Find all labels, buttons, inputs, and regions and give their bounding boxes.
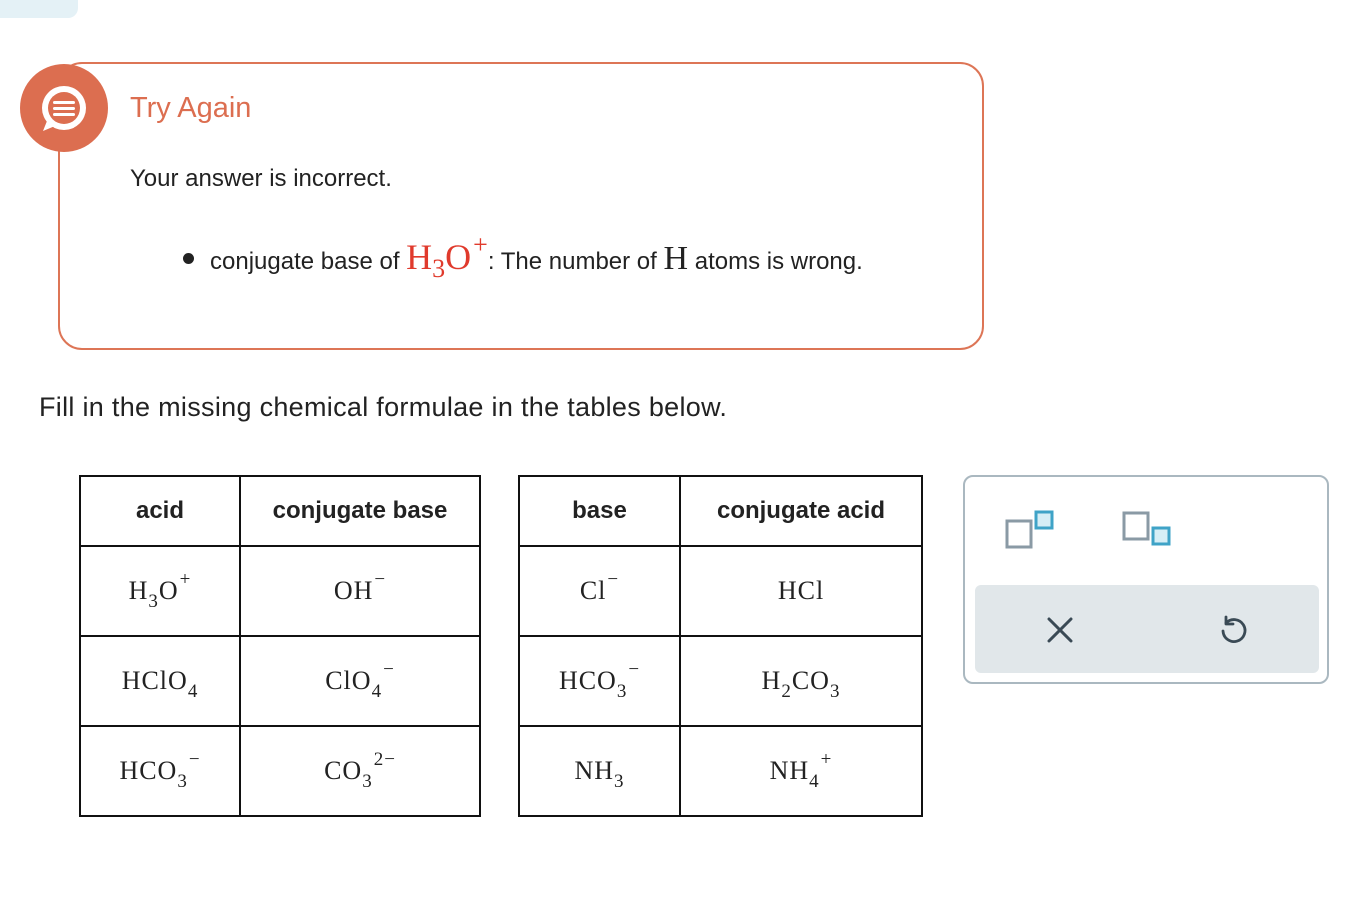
instructions: Fill in the missing chemical formulae in the tables below.	[39, 392, 728, 422]
chat-bubble-icon	[37, 81, 91, 135]
formula-sub: 3	[614, 771, 625, 792]
hint-formula-sub: 3	[432, 254, 446, 283]
hint-formula	[406, 230, 488, 283]
header-base: base	[519, 476, 680, 546]
chemical-formula	[324, 749, 396, 792]
math-tool-panel	[963, 475, 1329, 684]
tool-action-bar	[975, 585, 1319, 673]
chemical-formula	[325, 659, 395, 702]
formula-sub: 3	[177, 771, 188, 792]
hint-element: H	[663, 240, 689, 277]
table-row	[519, 546, 922, 636]
base-table-cell	[519, 546, 680, 636]
hint-formula-sup: +	[473, 230, 488, 259]
formula-main: CO	[324, 756, 363, 785]
acid-base-table	[79, 475, 481, 817]
formula-main: Cl	[579, 576, 607, 605]
undo-button[interactable]	[1217, 614, 1249, 646]
formula-sub: 4	[187, 681, 199, 702]
base-table-cell	[680, 546, 922, 636]
formula-main: OH	[333, 576, 374, 605]
chemical-formula	[778, 576, 824, 606]
chemical-formula	[574, 756, 625, 792]
formula-sub: 3	[362, 771, 373, 792]
chemical-formula	[761, 666, 841, 702]
subscript-button[interactable]	[1122, 509, 1172, 553]
formula-sup: −	[383, 659, 395, 680]
formula-sub: 4	[809, 771, 820, 792]
subscript-box-icon	[1122, 509, 1172, 553]
formula-main: HCO	[558, 666, 617, 695]
formula-sub: 4	[371, 681, 383, 702]
formula-sup: −	[607, 569, 620, 590]
hint-suffix: atoms is wrong.	[694, 248, 863, 275]
base-table-cell	[680, 726, 922, 816]
chemical-formula	[769, 749, 833, 792]
feedback-message: Your answer is incorrect.	[130, 165, 392, 192]
formula-main: NH	[574, 756, 615, 785]
chemical-formula	[119, 749, 201, 792]
acid-table-cell	[80, 726, 240, 816]
feedback-hint	[183, 230, 863, 283]
formula-sup: +	[179, 569, 192, 590]
formula-sub: 2	[781, 681, 792, 702]
formula-main: ClO	[325, 666, 372, 695]
formula-sup: +	[820, 749, 833, 770]
formula-main: NH	[769, 756, 810, 785]
table-row	[80, 726, 480, 816]
header-conjugate-acid: conjugate acid	[680, 476, 922, 546]
superscript-button[interactable]	[1005, 509, 1055, 553]
feedback-title: Try Again	[130, 92, 252, 124]
superscript-box-icon	[1005, 509, 1055, 553]
clear-button[interactable]	[1045, 615, 1075, 645]
formula-sup: 2−	[373, 749, 396, 770]
chemical-formula	[121, 666, 199, 702]
feedback-icon	[20, 64, 108, 152]
bullet-icon	[183, 253, 194, 264]
formula-main: HCl	[777, 576, 825, 605]
formula-sub2: 3	[829, 681, 841, 702]
chemical-formula	[579, 569, 620, 606]
hint-prefix: conjugate base of	[210, 248, 400, 275]
chemical-formula	[558, 659, 641, 702]
formula-main2: CO	[791, 666, 830, 695]
table-row	[519, 726, 922, 816]
table-row	[80, 636, 480, 726]
header-conjugate-base: conjugate base	[240, 476, 480, 546]
chemical-formula	[333, 569, 387, 606]
table-row	[80, 546, 480, 636]
undo-icon	[1217, 614, 1249, 646]
base-table-cell	[680, 636, 922, 726]
formula-main: HCO	[119, 756, 178, 785]
formula-main: H	[128, 576, 149, 605]
table-row	[519, 636, 922, 726]
close-icon	[1045, 615, 1075, 645]
formula-main: HClO	[121, 666, 188, 695]
hint-formula-o: O	[445, 237, 472, 277]
formula-sub: 3	[616, 681, 628, 702]
acid-table-cell	[240, 726, 480, 816]
chemical-formula	[128, 569, 192, 612]
hint-middle: : The number of	[487, 248, 657, 275]
hint-formula-h: H	[406, 237, 433, 277]
acid-table-cell	[240, 546, 480, 636]
top-tab	[0, 0, 78, 18]
base-acid-table	[518, 475, 923, 817]
formula-sup: −	[628, 659, 641, 680]
formula-main2: O	[158, 576, 179, 605]
acid-table-cell	[80, 546, 240, 636]
formula-main: H	[761, 666, 782, 695]
header-acid: acid	[80, 476, 240, 546]
acid-table-cell	[240, 636, 480, 726]
formula-sup: −	[188, 749, 201, 770]
formula-sub: 3	[148, 591, 159, 612]
base-table-cell	[519, 636, 680, 726]
acid-table-cell	[80, 636, 240, 726]
base-table-cell	[519, 726, 680, 816]
formula-sup: −	[374, 569, 387, 590]
